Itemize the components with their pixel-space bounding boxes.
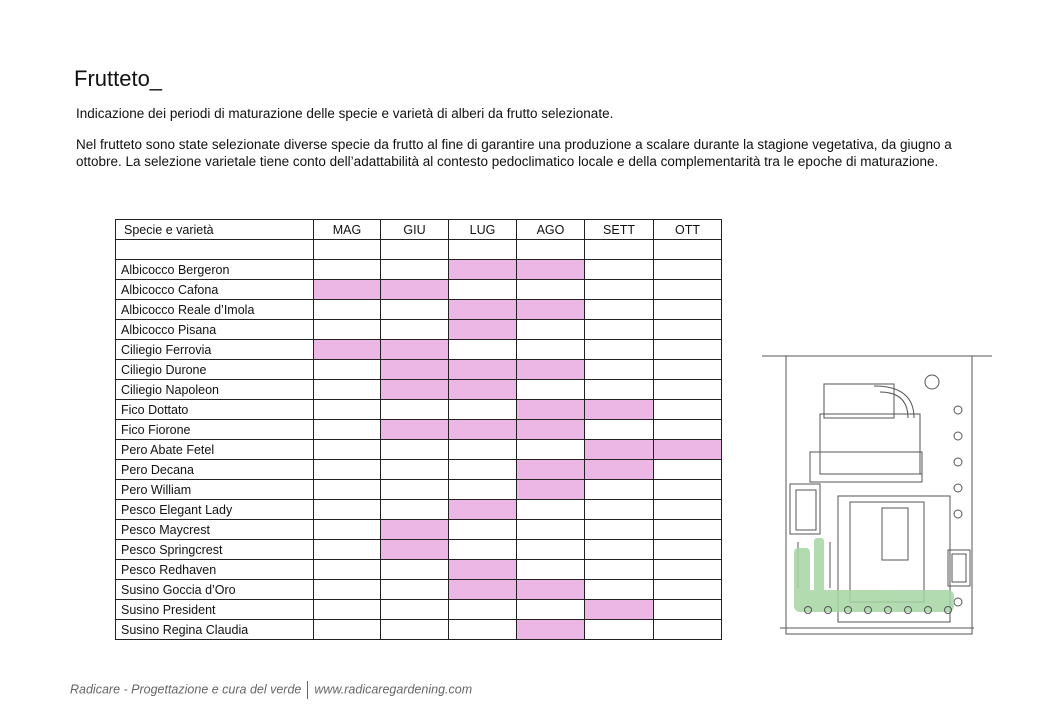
month-cell [654,460,722,480]
footer-company: Radicare - Progettazione e cura del verde [70,682,302,697]
species-name: Fico Fiorone [116,420,314,440]
table-row [116,260,722,280]
month-cell [585,300,654,320]
month-cell [517,420,585,440]
species-name: Pero Decana [116,460,314,480]
month-cell [654,380,722,400]
species-name: Susino Regina Claudia [116,620,314,640]
table-row [116,320,722,340]
footer-website[interactable]: www.radicaregardening.com [314,682,473,697]
month-cell [654,560,722,580]
species-name: Pesco Redhaven [116,560,314,580]
month-cell [654,520,722,540]
footer-divider [307,681,308,699]
month-cell [314,300,381,320]
month-cell [517,260,585,280]
species-name: Fico Dottato [116,400,314,420]
header-month-ott: OTT [654,220,722,240]
month-cell [314,620,381,640]
month-cell [654,540,722,560]
month-cell [381,360,449,380]
month-cell [314,460,381,480]
month-cell [517,460,585,480]
month-cell [381,440,449,460]
table-row [116,480,722,500]
month-cell [585,580,654,600]
month-cell [381,560,449,580]
table-row [116,380,722,400]
month-cell [449,360,517,380]
month-cell [314,260,381,280]
header-month-sett: SETT [585,220,654,240]
month-cell [517,520,585,540]
header-species: Specie e varietà [116,220,314,240]
month-cell [585,600,654,620]
page-title: Frutteto_ [74,66,163,91]
month-cell [654,600,722,620]
month-cell [654,580,722,600]
header-month-mag: MAG [314,220,381,240]
month-cell [517,540,585,560]
species-name: Susino President [116,600,314,620]
month-cell [449,380,517,400]
month-cell [585,380,654,400]
header-month-ago: AGO [517,220,585,240]
month-cell [381,500,449,520]
month-cell [449,540,517,560]
table-row [116,460,722,480]
month-cell [314,280,381,300]
table-header-row [116,220,722,240]
month-cell [585,440,654,460]
month-cell [314,500,381,520]
month-cell [654,440,722,460]
month-cell [517,440,585,460]
month-cell [381,520,449,540]
table-row [116,400,722,420]
month-cell [654,480,722,500]
month-cell [381,420,449,440]
month-cell [517,300,585,320]
month-cell [517,620,585,640]
month-cell [517,560,585,580]
species-name: Pesco Springcrest [116,540,314,560]
species-name: Albicocco Cafona [116,280,314,300]
month-cell [585,420,654,440]
month-cell [654,280,722,300]
month-cell [517,340,585,360]
month-cell [654,400,722,420]
month-cell [654,420,722,440]
table-row [116,600,722,620]
month-cell [654,620,722,640]
month-cell [314,520,381,540]
header-month-lug: LUG [449,220,517,240]
table-row [116,520,722,540]
month-cell [314,540,381,560]
month-cell [314,360,381,380]
month-cell [449,520,517,540]
table-row [116,440,722,460]
month-cell [381,600,449,620]
month-cell [517,600,585,620]
species-name: Ciliegio Durone [116,360,314,380]
month-cell [381,340,449,360]
month-cell [314,600,381,620]
table-row [116,580,722,600]
species-name: Pesco Elegant Lady [116,500,314,520]
month-cell [449,620,517,640]
table-row [116,280,722,300]
month-cell [381,580,449,600]
month-cell [314,440,381,460]
month-cell [654,320,722,340]
month-cell [585,460,654,480]
table-row [116,540,722,560]
month-cell [449,280,517,300]
month-cell [449,560,517,580]
species-name: Pesco Maycrest [116,520,314,540]
orchard-site-plan [762,352,994,640]
month-cell [449,460,517,480]
page-subtitle: Indicazione dei periodi di maturazione delle specie e varietà di alberi da frutto selezionate. [76,106,614,121]
species-name: Ciliegio Ferrovia [116,340,314,360]
month-cell [449,400,517,420]
month-cell [381,280,449,300]
table-row [116,560,722,580]
month-cell [449,500,517,520]
month-cell [314,320,381,340]
month-cell [381,320,449,340]
month-cell [585,280,654,300]
month-cell [517,380,585,400]
table-row [116,500,722,520]
ripening-table [115,219,722,640]
table-row [116,300,722,320]
month-cell [517,280,585,300]
month-cell [585,260,654,280]
month-cell [314,480,381,500]
month-cell [449,260,517,280]
empty-spacer-row [116,240,722,260]
month-cell [517,400,585,420]
month-cell [585,520,654,540]
table-body [116,240,722,640]
species-name: Pero William [116,480,314,500]
header-month-giu: GIU [381,220,449,240]
footer [70,681,472,699]
month-cell [517,480,585,500]
month-cell [449,600,517,620]
month-cell [585,620,654,640]
month-cell [314,580,381,600]
month-cell [654,360,722,380]
month-cell [381,460,449,480]
species-name: Ciliegio Napoleon [116,380,314,400]
table-row [116,340,722,360]
species-name: Susino Goccia d’Oro [116,580,314,600]
month-cell [381,480,449,500]
month-cell [381,380,449,400]
month-cell [314,380,381,400]
month-cell [449,340,517,360]
month-cell [381,300,449,320]
month-cell [517,580,585,600]
month-cell [449,580,517,600]
month-cell [585,480,654,500]
month-cell [517,320,585,340]
table-row [116,360,722,380]
month-cell [314,340,381,360]
month-cell [449,480,517,500]
month-cell [449,320,517,340]
month-cell [654,340,722,360]
month-cell [517,360,585,380]
species-name: Albicocco Pisana [116,320,314,340]
month-cell [314,420,381,440]
month-cell [381,400,449,420]
month-cell [585,500,654,520]
month-cell [449,300,517,320]
table-row [116,620,722,640]
month-cell [449,420,517,440]
species-name: Pero Abate Fetel [116,440,314,460]
month-cell [585,400,654,420]
species-name: Albicocco Bergeron [116,260,314,280]
month-cell [314,400,381,420]
description-paragraph: Nel frutteto sono state selezionate diverse specie da frutto al fine di garantire una produzione a scalare durante la stagione vegetativa, da giugno a ottobre. La selezione varietale tiene conto dell’adattabilità al contesto pedoclimatico locale e della complementarità tra le epoche di maturazione. [76,137,952,169]
month-cell [585,360,654,380]
month-cell [585,540,654,560]
month-cell [314,560,381,580]
month-cell [381,620,449,640]
month-cell [381,260,449,280]
month-cell [654,300,722,320]
month-cell [654,500,722,520]
month-cell [585,320,654,340]
species-name: Albicocco Reale d’Imola [116,300,314,320]
table-row [116,420,722,440]
month-cell [381,540,449,560]
month-cell [517,500,585,520]
month-cell [654,260,722,280]
month-cell [585,560,654,580]
month-cell [585,340,654,360]
month-cell [449,440,517,460]
